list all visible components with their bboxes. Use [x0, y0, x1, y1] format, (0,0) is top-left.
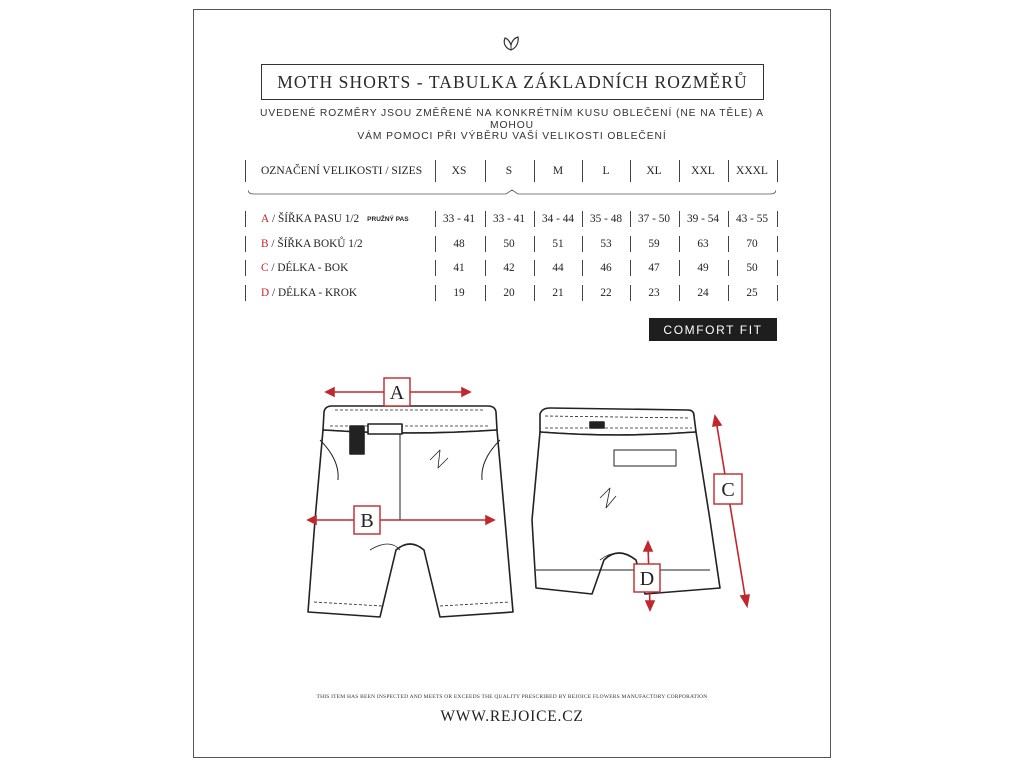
measurement-letter: A — [261, 213, 270, 225]
measurement-value: 63 — [697, 238, 709, 250]
measurement-value: 37 - 50 — [637, 213, 670, 225]
header-column-divider — [777, 160, 778, 182]
header-column-divider — [728, 160, 729, 182]
row-column-divider — [485, 285, 486, 301]
row-column-divider — [485, 211, 486, 227]
measurement-name: / DÉLKA - BOK — [268, 262, 349, 274]
measurement-value: 35 - 48 — [589, 213, 622, 225]
measurement-value: 39 - 54 — [686, 213, 719, 225]
row-column-divider — [777, 285, 778, 301]
measurement-label — [245, 234, 435, 254]
measurement-value: 42 — [503, 262, 515, 274]
size-header-label: OZNAČENÍ VELIKOSTI / SIZES — [261, 165, 423, 177]
measurement-note-line1: UVEDENÉ ROZMĚRY JSOU ZMĚŘENÉ NA KONKRÉTNÍM KUSU OBLEČENÍ (NE NA TĚLE) A MOHOU — [260, 108, 764, 131]
measurement-value: 20 — [503, 287, 515, 299]
row-column-divider — [534, 236, 535, 252]
size-header-m: M — [552, 165, 564, 177]
leaf-logo-icon — [501, 33, 521, 53]
marker-a: A — [389, 382, 405, 404]
row-column-divider — [245, 260, 246, 276]
fit-badge: COMFORT FIT — [649, 318, 777, 341]
row-column-divider — [630, 236, 631, 252]
row-column-divider — [435, 260, 436, 276]
row-column-divider — [777, 211, 778, 227]
row-column-divider — [582, 285, 583, 301]
header-column-divider — [245, 160, 246, 182]
measurement-value: 43 - 55 — [735, 213, 768, 225]
row-column-divider — [630, 211, 631, 227]
row-column-divider — [777, 236, 778, 252]
measurement-value: 59 — [648, 238, 660, 250]
shorts-illustration — [300, 370, 760, 632]
row-column-divider — [435, 211, 436, 227]
row-column-divider — [777, 260, 778, 276]
marker-b: B — [360, 510, 374, 532]
row-column-divider — [630, 260, 631, 276]
measurement-row-a — [245, 209, 778, 229]
measurement-value: 24 — [697, 287, 709, 299]
size-header-xs: XS — [451, 165, 467, 177]
measurement-value: 44 — [552, 262, 564, 274]
header-column-divider — [630, 160, 631, 182]
row-column-divider — [679, 236, 680, 252]
row-column-divider — [534, 260, 535, 276]
measurement-row-c — [245, 258, 778, 278]
measurement-label — [245, 258, 435, 278]
measurement-value: 46 — [600, 262, 612, 274]
measurement-note — [248, 108, 776, 143]
measurement-name: / ŠÍŘKA PASU 1/2 — [269, 213, 360, 225]
measurement-letter: D — [261, 287, 270, 299]
size-header-xxl: XXL — [691, 165, 715, 177]
row-column-divider — [435, 236, 436, 252]
measurement-value: 53 — [600, 238, 612, 250]
measurement-value: 23 — [648, 287, 660, 299]
marker-c: C — [721, 479, 735, 501]
row-column-divider — [679, 260, 680, 276]
row-column-divider — [728, 285, 729, 301]
measurement-row-b — [245, 234, 778, 254]
website-link[interactable]: WWW.REJOICE.CZ — [440, 708, 584, 725]
row-column-divider — [582, 260, 583, 276]
measurement-value: 48 — [453, 238, 465, 250]
row-column-divider — [630, 285, 631, 301]
header-column-divider — [534, 160, 535, 182]
measurement-value: 21 — [552, 287, 564, 299]
row-column-divider — [582, 236, 583, 252]
size-header-xxxl: XXXL — [736, 165, 768, 177]
size-header-xl: XL — [646, 165, 662, 177]
header-column-divider — [435, 160, 436, 182]
measurement-row-d — [245, 283, 778, 303]
front-shorts — [308, 406, 513, 617]
back-shorts — [532, 408, 720, 594]
measurement-value: 19 — [453, 287, 465, 299]
measurement-note-tag: PRUŽNÝ PAS — [367, 215, 409, 223]
measurement-value: 49 — [697, 262, 709, 274]
measurement-value: 33 - 41 — [442, 213, 475, 225]
marker-d: D — [639, 568, 655, 590]
measurement-value: 47 — [648, 262, 660, 274]
measurement-value: 25 — [746, 287, 758, 299]
row-column-divider — [679, 285, 680, 301]
size-header-s: S — [505, 165, 513, 177]
size-header-l: L — [602, 165, 610, 177]
measurement-letter: C — [261, 262, 269, 274]
measurement-value: 70 — [746, 238, 758, 250]
row-column-divider — [582, 211, 583, 227]
row-column-divider — [534, 211, 535, 227]
row-column-divider — [435, 285, 436, 301]
measurement-label — [245, 283, 435, 303]
measurement-value: 51 — [552, 238, 564, 250]
measurement-value: 33 - 41 — [492, 213, 525, 225]
measurement-name: / DÉLKA - KROK — [269, 287, 358, 299]
quality-footnote: THIS ITEM HAS BEEN INSPECTED AND MEETS OR EXCEEDS THE QUALITY PRESCRIBED BY REJOICE FLOWERS MANUFACTORY CORPORATION — [316, 694, 708, 700]
row-column-divider — [728, 260, 729, 276]
measurement-value: 50 — [503, 238, 515, 250]
measurement-letter: B — [261, 238, 269, 250]
header-column-divider — [679, 160, 680, 182]
measurement-name: / ŠÍŘKA BOKŮ 1/2 — [268, 238, 363, 250]
size-header-row — [245, 160, 778, 184]
row-column-divider — [485, 260, 486, 276]
measurement-value: 50 — [746, 262, 758, 274]
row-column-divider — [485, 236, 486, 252]
row-column-divider — [534, 285, 535, 301]
measurement-value: 22 — [600, 287, 612, 299]
measurement-note-line2: VÁM POMOCI PŘI VÝBĚRU VAŠÍ VELIKOSTI OBLEČENÍ — [357, 131, 667, 142]
measurement-label — [245, 209, 435, 229]
header-column-divider — [485, 160, 486, 182]
measurement-value: 34 - 44 — [541, 213, 574, 225]
header-divider — [248, 189, 776, 195]
row-column-divider — [245, 236, 246, 252]
row-column-divider — [245, 211, 246, 227]
row-column-divider — [679, 211, 680, 227]
row-column-divider — [245, 285, 246, 301]
header-column-divider — [582, 160, 583, 182]
row-column-divider — [728, 236, 729, 252]
row-column-divider — [728, 211, 729, 227]
page-title: MOTH SHORTS - TABULKA ZÁKLADNÍCH ROZMĚRŮ — [261, 64, 764, 100]
measurement-value: 41 — [453, 262, 465, 274]
